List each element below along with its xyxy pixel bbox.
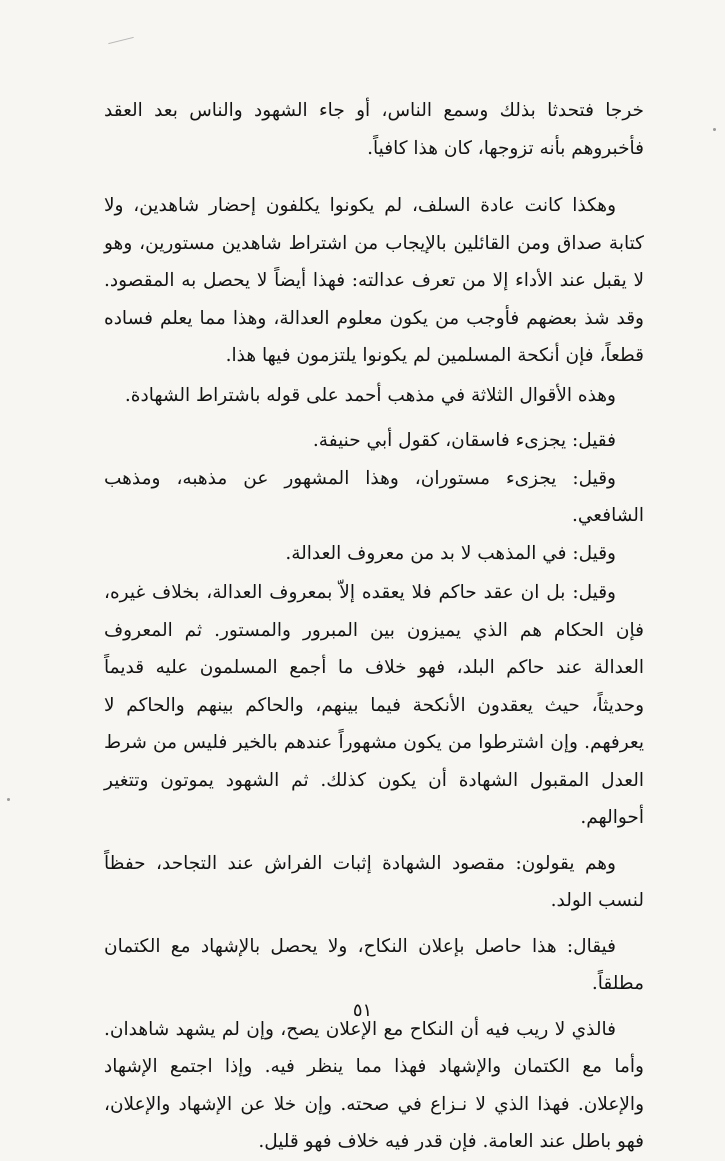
paragraph-purpose-of-testimony: وهم يقولون: مقصود الشهادة إثبات الفراش عند التجاحد، حفظاً لنسب الولد.: [104, 852, 644, 911]
paragraph-opinion-two: وقيل: يجزىء مستوران، وهذا المشهور عن مذهبه، ومذهب الشافعي.: [104, 467, 644, 526]
paragraph-three-opinions: وهذه الأقوال الثلاثة في مذهب أحمد على قوله باشتراط الشهادة.: [124, 384, 616, 406]
paragraph-judge-opinion: وقيل: بل ان عقد حاكم فلا يعقده إلاّ بمعروف العدالة، بخلاف غيره، فإن الحكام هم الذي يميزون بين المبرور والمستور. ثم المعروف العدالة عند حاكم البلد، فهو خلاف ما أجمع المسلمون عليه قديماً وحديثاً، حيث يعقدون الأنكحة فيما بينهم، والحاكم بينهم والحاكم لا يعرفهم. وإن اشترطوا من يكون مشهوراً عندهم بالخير فليس من شرط العدل المقبول الشهادة أن يكون كذلك. ثم الشهود يموتون وتتغير أحوالهم.: [104, 582, 644, 828]
paragraph-opinion-one: فقيل: يجزىء فاسقان، كقول أبي حنيفة.: [312, 430, 616, 451]
edge-speck: [713, 128, 716, 131]
paragraph-conclusion: فالذي لا ريب فيه أن النكاح مع الإعلان يصح، وإن لم يشهد شاهدان. وأما مع الكتمان والإشهاد فهذا مما ينظر فيه. وإذا اجتمع الإشهاد والإعلان. فهذا الذي لا نـزاع في صحته. وإن خلا عن الإشهاد والإعلان، فهو باطل عند العامة. فإن قدر فيه خلاف فهو قليل.: [104, 1018, 644, 1152]
scan-mark: [108, 37, 133, 44]
paragraph-opinion-three: وقيل: في المذهب لا بد من معروف العدالة.: [285, 542, 616, 564]
page-number: ٥١: [352, 1000, 373, 1021]
paragraph-announcement: فيقال: هذا حاصل بإعلان النكاح، ولا يحصل بالإشهاد مع الكتمان مطلقاً.: [104, 935, 644, 994]
paragraph-continuation: خرجا فتحدثا بذلك وسمع الناس، أو جاء الشهود والناس بعد العقد فأخبروهم بأنه تزوجها، كان هذا كافياً.: [104, 100, 644, 159]
paragraph-salaf-custom: وهكذا كانت عادة السلف، لم يكونوا يكلفون إحضار شاهدين، ولا كتابة صداق ومن القائلين بالإيجاب من اشتراط شاهدين مستورين، وهو لا يقبل عند الأداء إلا من تعرف عدالته: فهذا أيضاً لا يحصل به المقصود. وقد شذ بعضهم فأوجب من يكون معلوم العدالة، وهذا مما يعلم فساده قطعاً، فإن أنكحة المسلمين لم يكونوا يلتزمون فيها هذا.: [104, 195, 644, 366]
edge-speck: [7, 798, 10, 801]
